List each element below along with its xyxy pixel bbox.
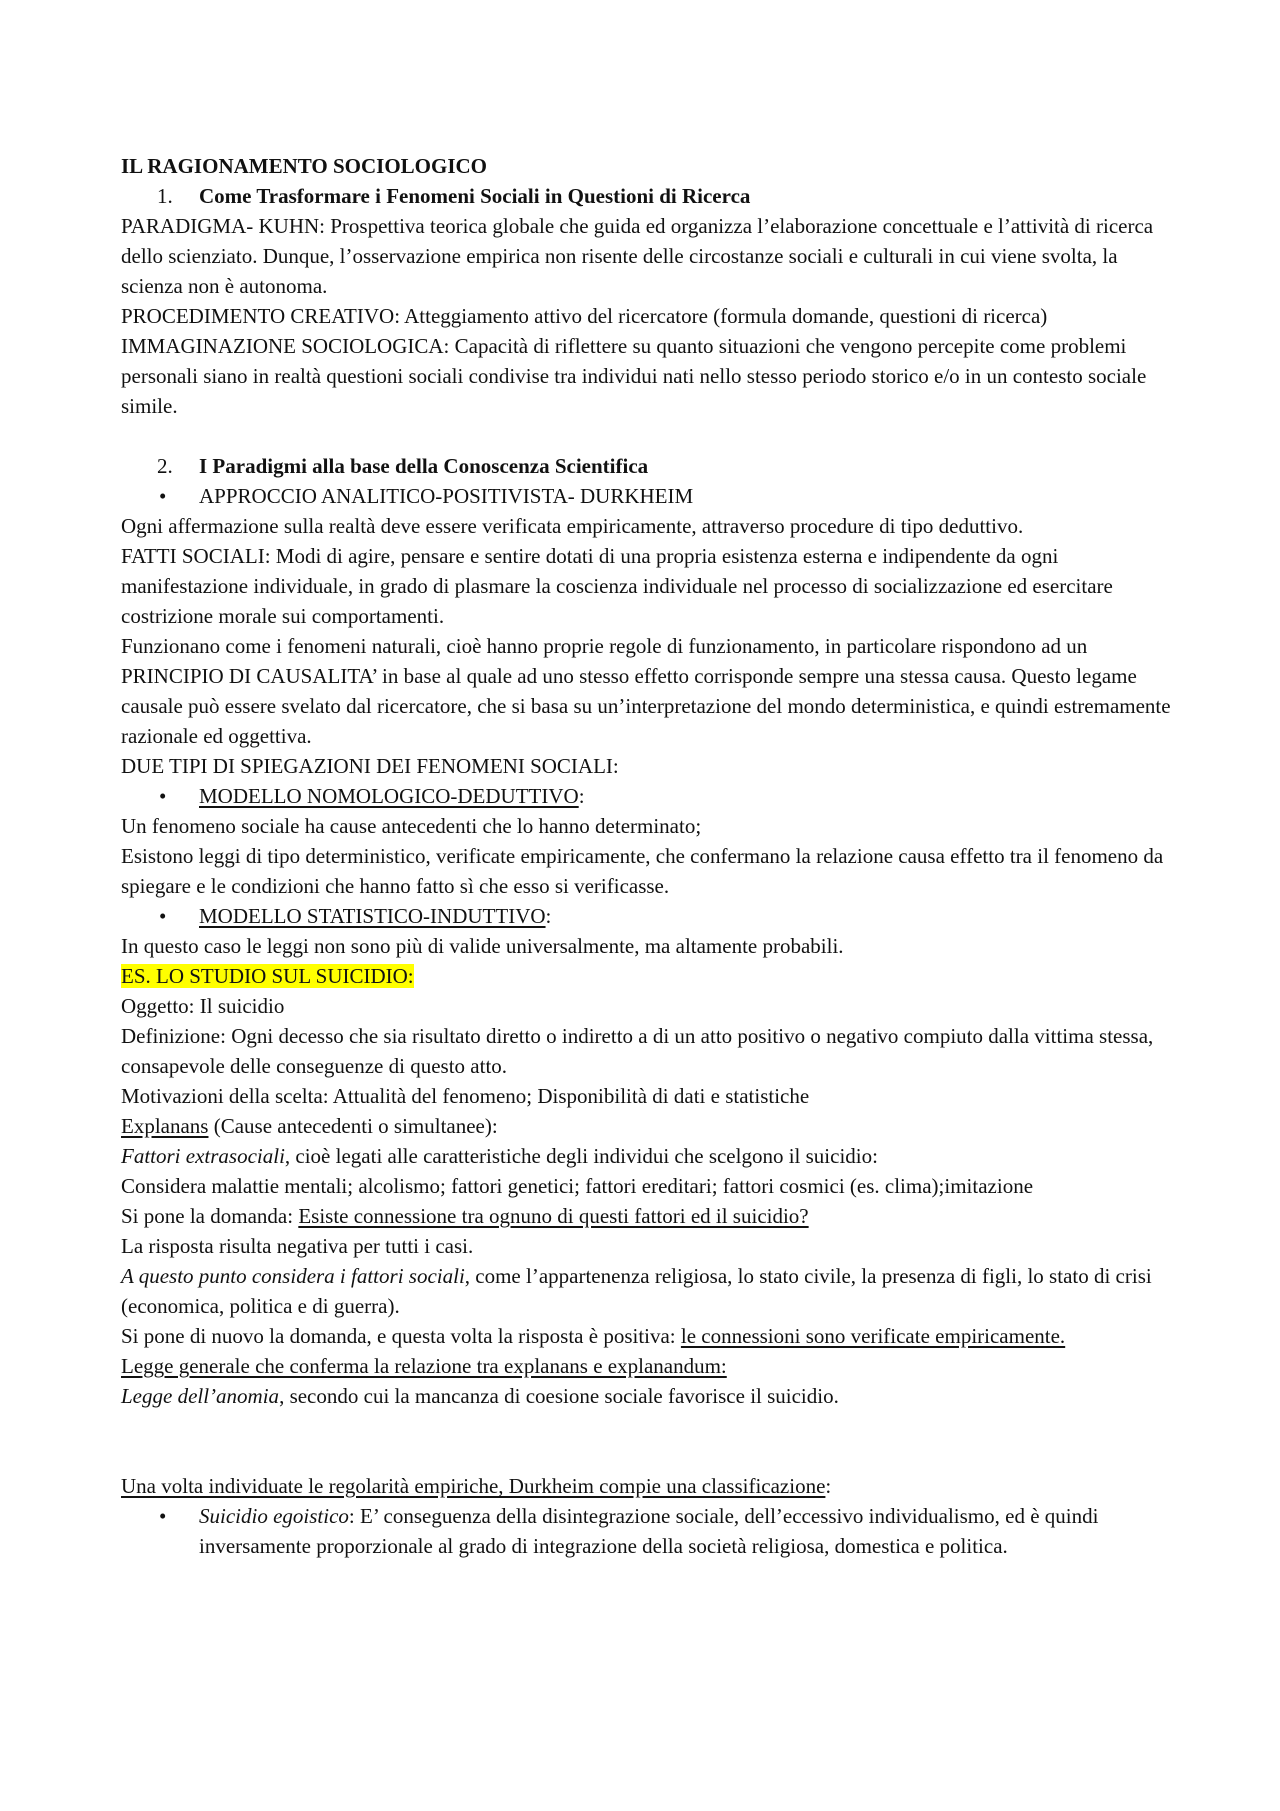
- motivazioni-line: Motivazioni della scelta: Attualità del fenomeno; Disponibilità di dati e statistiche: [121, 1084, 810, 1108]
- classificazione-intro: Una volta individuate le regolarità empiriche, Durkheim compie una classificazione:: [121, 1474, 832, 1498]
- document-page: [121, 151, 1171, 1561]
- fattori-extrasociali-line: Fattori extrasociali, cioè legati alle caratteristiche degli individui che scelgono il suicidio:: [121, 1144, 878, 1168]
- domanda-line: Si pone la domanda: Esiste connessione tra ognuno di questi fattori ed il suicidio?: [121, 1204, 809, 1228]
- suicidio-egoistico-label: Suicidio egoistico: [199, 1504, 349, 1528]
- section-1-number: 1.: [157, 184, 173, 208]
- nomologico-paragraph-2: Esistono leggi di tipo deterministico, verificate empiricamente, che confermano la relazione causa effetto tra il fenomeno da spiegare e le condizioni che hanno fatto sì che esso si verificasse.: [121, 844, 1164, 898]
- funzionano-paragraph: Funzionano come i fenomeni naturali, cioè hanno proprie regole di funzionamento, in particolare rispondono ad un PRINCIPIO DI CAUSALITA’ in base al quale ad uno stesso effetto corrisponde sempre una stessa causa. Questo legame causale può essere svelato dal ricercatore, che si basa su un’interpretazione del mondo deterministica, e quindi estremamente razionale ed oggettiva.: [121, 634, 1171, 748]
- nomologico-paragraph-1: Un fenomeno sociale ha cause antecedenti che lo hanno determinato;: [121, 814, 702, 838]
- immaginazione-paragraph: IMMAGINAZIONE SOCIOLOGICA: Capacità di riflettere su quanto situazioni che vengono percepite come problemi personali siano in realtà questioni sociali condivise tra individui nati nello stesso periodo storico e/o in un contesto sociale simile.: [121, 334, 1147, 418]
- spacer: [121, 1411, 1171, 1471]
- document-title: IL RAGIONAMENTO SOCIOLOGICO: [121, 154, 488, 178]
- modello-nomologico-label: MODELLO NOMOLOGICO-DEDUTTIVO: [199, 784, 579, 808]
- section-2-heading: [121, 451, 1171, 481]
- bullet-dot: •: [159, 904, 167, 928]
- example-highlight: ES. LO STUDIO SUL SUICIDIO:: [121, 964, 414, 988]
- definizione-paragraph: Definizione: Ogni decesso che sia risultato diretto o indiretto a di un atto positivo o negativo compiuto dalla vittima stessa, consapevole delle conseguenze di questo atto.: [121, 1024, 1154, 1078]
- legge-generale-line: Legge generale che conferma la relazione tra explanans e explanandum:: [121, 1354, 727, 1378]
- modello-statistico-label: MODELLO STATISTICO-INDUTTIVO: [199, 904, 546, 928]
- bullet-modello-statistico: • MODELLO STATISTICO-INDUTTIVO:: [121, 901, 1171, 931]
- oggetto-line: Oggetto: Il suicidio: [121, 994, 285, 1018]
- bullet-dot: •: [159, 1504, 167, 1528]
- fatti-sociali-paragraph: FATTI SOCIALI: Modi di agire, pensare e sentire dotati di una propria esistenza esterna e indipendente da ogni manifestazione individuale, in grado di plasmare la coscienza individuale nel processo di socializzazione ed esercitare costrizione morale sui comportamenti.: [121, 544, 1113, 628]
- paradigma-paragraph: PARADIGMA- KUHN: Prospettiva teorica globale che guida ed organizza l’elaborazione concettuale e l’attività di ricerca dello scienziato. Dunque, l’osservazione empirica non risente delle circostanze sociali e culturali in cui viene svolta, la scienza non è autonoma.: [121, 214, 1154, 298]
- section-1-title: Come Trasformare i Fenomeni Sociali in Questioni di Ricerca: [199, 184, 751, 208]
- bullet-suicidio-egoistico: • Suicidio egoistico: E’ conseguenza della disintegrazione sociale, dell’eccessivo individualismo, ed è quindi inversamente proporzionale al grado di integrazione della società religiosa, domestica e politica.: [121, 1501, 1171, 1561]
- due-tipi-paragraph: DUE TIPI DI SPIEGAZIONI DEI FENOMENI SOCIALI:: [121, 754, 619, 778]
- risposta-line: La risposta risulta negativa per tutti i casi.: [121, 1234, 474, 1258]
- approccio-label: APPROCCIO ANALITICO-POSITIVISTA- DURKHEIM: [199, 484, 694, 508]
- legge-anomia-line: Legge dell’anomia, secondo cui la mancanza di coesione sociale favorisce il suicidio.: [121, 1384, 839, 1408]
- section-2-title: I Paradigmi alla base della Conoscenza Scientifica: [199, 454, 649, 478]
- statistico-paragraph: In questo caso le leggi non sono più di valide universalmente, ma altamente probabili.: [121, 934, 844, 958]
- section-2-number: 2.: [157, 454, 173, 478]
- bullet-dot: •: [159, 484, 167, 508]
- nuovo-domanda-paragraph: Si pone di nuovo la domanda, e questa volta la risposta è positiva: le connessioni sono verificate empiricamente.: [121, 1324, 1066, 1348]
- fattori-sociali-paragraph: A questo punto considera i fattori sociali, come l’appartenenza religiosa, lo stato civile, la presenza di figli, lo stato di crisi (economica, politica e di guerra).: [121, 1264, 1152, 1318]
- procedimento-paragraph: PROCEDIMENTO CREATIVO: Atteggiamento attivo del ricercatore (formula domande, questioni di ricerca): [121, 304, 1048, 328]
- bullet-approccio: [121, 481, 1171, 511]
- considera-line: Considera malattie mentali; alcolismo; fattori genetici; fattori ereditari; fattori cosmici (es. clima);imitazione: [121, 1174, 1034, 1198]
- bullet-dot: •: [159, 784, 167, 808]
- section-1-heading: [121, 181, 1171, 211]
- spacer: [121, 421, 1171, 451]
- affermazione-paragraph: Ogni affermazione sulla realtà deve essere verificata empiricamente, attraverso procedure di tipo deduttivo.: [121, 514, 1024, 538]
- example-heading: [121, 961, 1171, 991]
- bullet-modello-nomologico: • MODELLO NOMOLOGICO-DEDUTTIVO:: [121, 781, 1171, 811]
- explanans-line: Explanans (Cause antecedenti o simultanee):: [121, 1114, 498, 1138]
